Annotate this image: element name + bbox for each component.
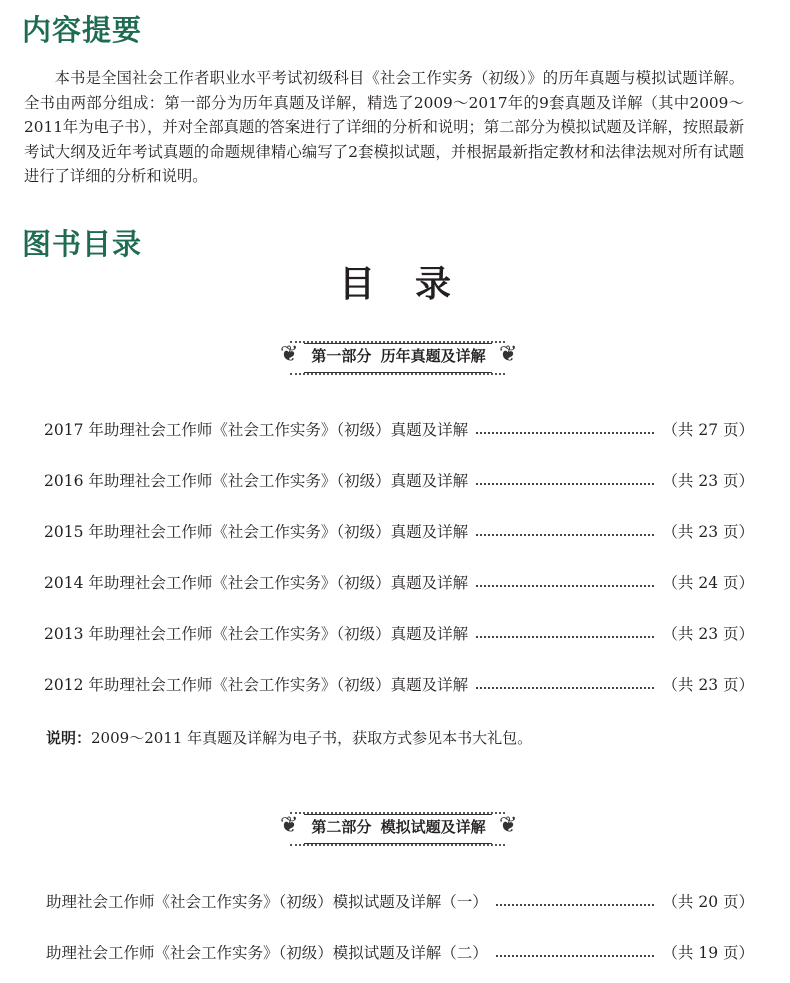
toc-entry-pages: （共 19 页）	[662, 944, 754, 962]
toc-entry-pages: （共 24 页）	[662, 574, 754, 592]
part2-banner	[280, 802, 517, 854]
toc-title: 目录	[338, 263, 491, 305]
toc-entry-title: 2016 年助理社会工作师《社会工作实务》（初级）真题及详解	[44, 472, 469, 490]
part1-label: 第一部分 历年真题及详解	[311, 347, 486, 365]
toc-entry[interactable]	[44, 672, 754, 696]
toc-entry-title: 2015 年助理社会工作师《社会工作实务》（初级）真题及详解	[44, 523, 469, 541]
toc-entry-title: 助理社会工作师《社会工作实务》（初级）模拟试题及详解（一）	[46, 893, 488, 911]
toc-entry-title: 助理社会工作师《社会工作实务》（初级）模拟试题及详解（二）	[46, 944, 488, 962]
dot-leader	[496, 955, 655, 957]
toc-entry-title: 2017 年助理社会工作师《社会工作实务》（初级）真题及详解	[44, 421, 469, 439]
dot-leader	[496, 904, 655, 906]
toc-entry-title: 2014 年助理社会工作师《社会工作实务》（初级）真题及详解	[44, 574, 469, 592]
part2-label: 第二部分 模拟试题及详解	[311, 818, 486, 836]
scroll-ornament-icon: ❦	[499, 813, 518, 838]
scroll-ornament-icon: ❦	[280, 342, 299, 367]
toc-entry-pages: （共 27 页）	[662, 421, 754, 439]
dot-leader	[476, 534, 654, 536]
dot-leader	[476, 483, 654, 485]
toc-entry-title: 2013 年助理社会工作师《社会工作实务》（初级）真题及详解	[44, 625, 469, 643]
scroll-ornament-icon: ❦	[280, 813, 299, 838]
dot-leader	[476, 585, 654, 587]
dot-leader	[476, 636, 654, 638]
note-label: 说明：	[46, 729, 92, 747]
toc-entry[interactable]	[44, 519, 754, 543]
note-text: 2009～2011 年真题及详解为电子书，获取方式参见本书大礼包。	[91, 729, 533, 747]
summary-heading: 内容提要	[22, 13, 143, 47]
dot-leader	[476, 687, 654, 689]
part1-banner	[280, 331, 517, 383]
toc-entry-pages: （共 23 页）	[662, 472, 754, 490]
scroll-ornament-icon: ❦	[499, 342, 518, 367]
dot-leader	[476, 432, 654, 434]
toc-entry-pages: （共 20 页）	[662, 893, 754, 911]
toc-entry-pages: （共 23 页）	[662, 676, 754, 694]
toc-entry[interactable]	[46, 940, 754, 964]
toc-entry-pages: （共 23 页）	[662, 625, 754, 643]
toc-entry[interactable]	[44, 621, 754, 645]
summary-paragraph: 本书是全国社会工作者职业水平考试初级科目《社会工作实务（初级）》的历年真题与模拟试题详解。全书由两部分组成：第一部分为历年真题及详解，精选了2009～2017年的9套真题及详解（其中2009～2011年为电子书），并对全部真题的答案进行了详细的分析和说明；第二部分为模拟试题及详解，按照最新考试大纲及近年考试真题的命题规律精心编写了2套模拟试题，并根据最新指定教材和法律法规对所有试题进行了详细的分析和说明。	[24, 69, 744, 185]
toc-entry[interactable]	[44, 468, 754, 492]
note	[46, 727, 532, 748]
toc-entry-title: 2012 年助理社会工作师《社会工作实务》（初级）真题及详解	[44, 676, 469, 694]
toc-entry-pages: （共 23 页）	[662, 523, 754, 541]
toc-entry[interactable]	[44, 570, 754, 594]
toc-heading: 图书目录	[22, 227, 143, 261]
toc-entry[interactable]	[44, 417, 754, 441]
toc-entry[interactable]	[46, 889, 754, 913]
